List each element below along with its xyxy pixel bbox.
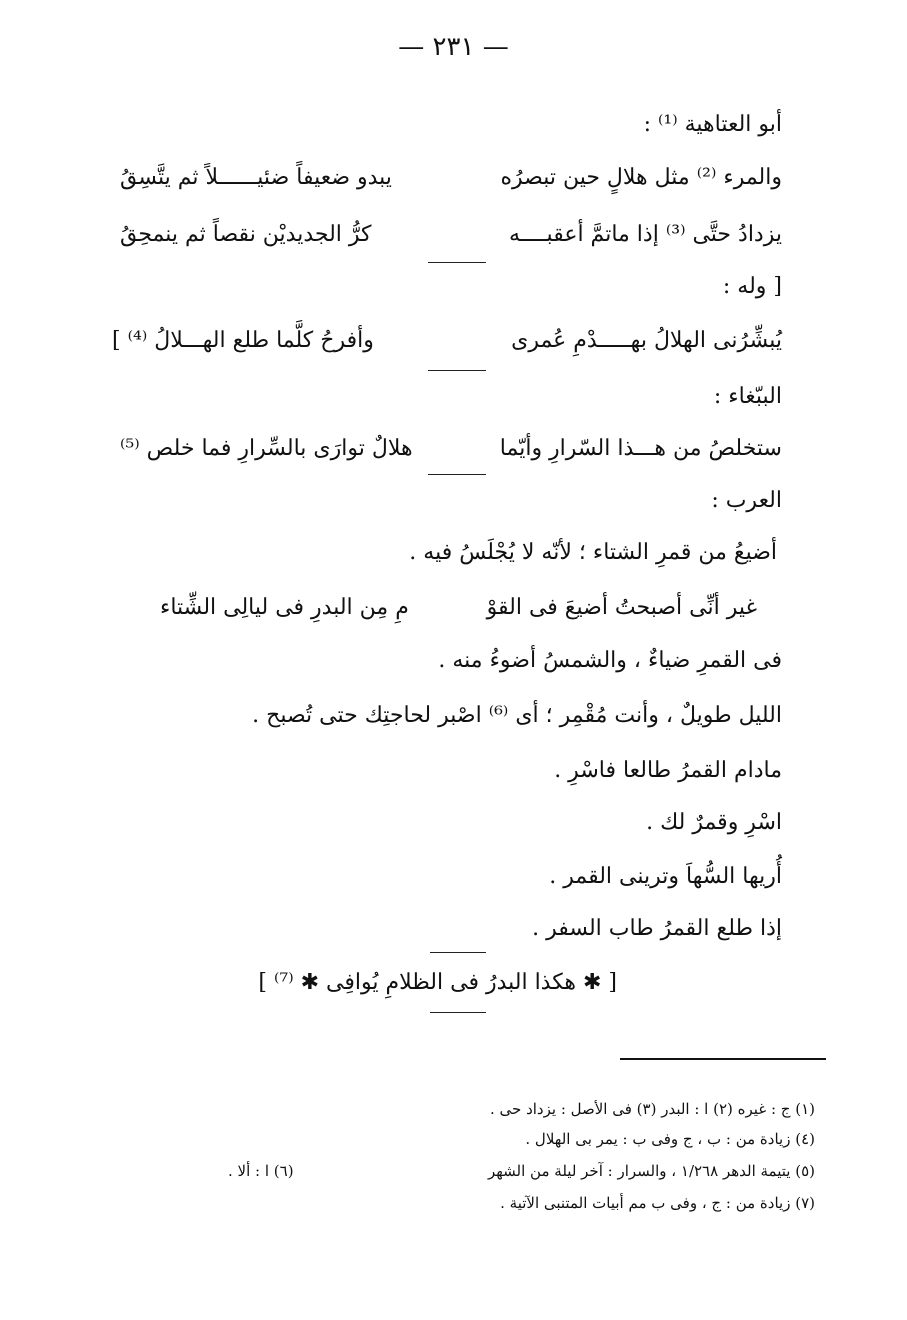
proverb-adya: أضيعُ من قمرِ الشتاء ؛ لأنّه لا يُجْلَسُ فيه . [409,540,777,565]
footnote-1-3: (١) ج : غيره (٢) ا : البدر (٣) فى الأصل : يزداد حى . [490,1100,815,1118]
verse-hakadha: [ ✱ هكذا البدرُ فى الظلامِ يُوافِى ✱ ⁽⁷⁾ ] [258,970,617,995]
footnote-4: (٤) زيادة من : ب ، ج وفى ب : يمر بى الهلال . [525,1130,815,1148]
heading-abu-atahiya: أبو العتاهية ⁽¹⁾ : [643,112,782,137]
proverb-layl: الليل طويلٌ ، وأنت مُقْمِر ؛ أى ⁽⁶⁾ اصْبر لحاجتِك حتى تُصبح . [252,703,782,728]
proverb-fil-qamar: فى القمرِ ضياءٌ ، والشمسُ أضوءُ منه . [438,648,782,673]
footnote-5: (٥) يتيمة الدهر ١/٢٦٨ ، والسرار : آخر ليلة من الشهر [487,1162,815,1180]
verse-divider [428,262,486,263]
verse-4-second-hemistich: هلالٌ توارَى بالسِّرارِ فما خلص ⁽⁵⁾ [120,436,413,461]
verse-divider [430,952,486,953]
verse-2-first-hemistich: يزدادُ حتَّى ⁽³⁾ إذا ماتمَّ أعقبــــه [508,222,782,247]
verse-divider [428,474,486,475]
page-number: — ٢٣١ — [398,32,509,62]
verse-3-first-hemistich: يُبشِّرُنى الهلالُ بهـــــدْمِ عُمرى [511,328,782,353]
footnote-rule [620,1058,826,1060]
heading-babbagha: الببّغاء : [713,384,782,409]
verse-5-second-hemistich: مِ مِن البدرِ فى ليالِى الشِّتاء [160,595,409,620]
footnote-7: (٧) زيادة من : ج ، وفى ب مم أبيات المتنبى الآتية . [500,1194,815,1212]
verse-2-second-hemistich: كرُّ الجديديْن نقصاً ثم ينمحِقُ [120,222,372,247]
verse-5-first-hemistich: غير أنِّى أصبحتُ أضيعَ فى القوْ [486,595,757,620]
proverb-uriha: أُريها السُّهاَ وترينى القمر . [549,864,782,889]
footnote-6: (٦) ا : ألا . [228,1162,294,1180]
proverb-isr: اسْرِ وقمرٌ لك . [646,810,782,835]
verse-1-first-hemistich: والمرء ⁽²⁾ مثل هلالٍ حين تبصرُه [500,165,782,190]
proverb-madam: مادام القمرُ طالعا فاسْرِ . [554,758,782,783]
verse-3-second-hemistich: وأفرحُ كلَّما طلع الهـــلالُ ⁽⁴⁾ ] [112,328,374,353]
heading-lahu: [ وله : [722,274,782,299]
verse-4-first-hemistich: ستخلصُ من هـــذا السّرارِ وأيّما [499,436,782,461]
proverb-idha: إذا طلع القمرُ طاب السفر . [532,916,782,941]
heading-arab: العرب : [711,488,782,513]
verse-1-second-hemistich: يبدو ضعيفاً ضئيــــــلاً ثم يتَّسِقُ [120,165,392,190]
verse-divider [428,370,486,371]
verse-divider [430,1012,486,1013]
